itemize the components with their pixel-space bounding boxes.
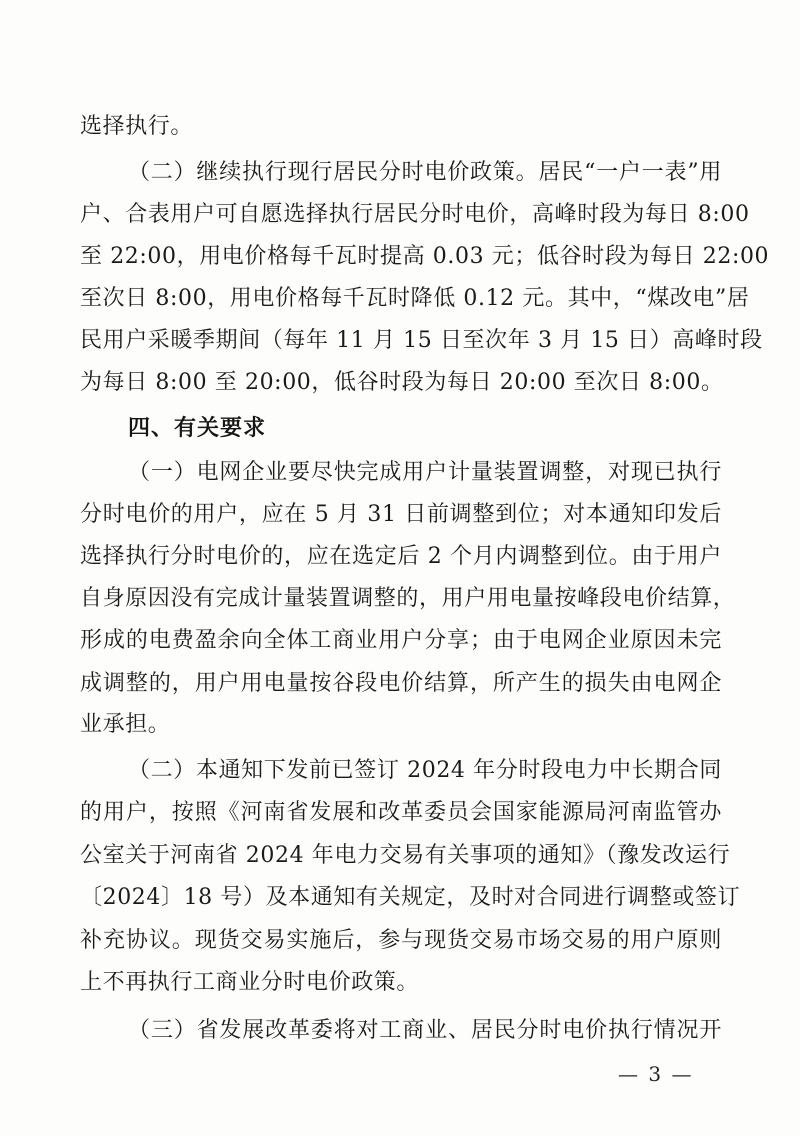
section-heading: 四、有关要求 <box>128 416 267 441</box>
text-line: 民用户采暖季期间（每年 11 月 15 日至次年 3 月 15 日）高峰时段 <box>80 328 763 353</box>
text-line: 至 22:00，用电价格每千瓦时提高 0.03 元；低谷时段为每日 22:00 <box>80 244 770 269</box>
text-line: 公室关于河南省 2024 年电力交易有关事项的通知》（豫发改运行 <box>80 843 731 868</box>
text-line: 成调整的，用户用电量按谷段电价结算，所产生的损失由电网企 <box>80 671 722 696</box>
text-line: 户、合表用户可自愿选择执行居民分时电价，高峰时段为每日 8:00 <box>80 202 750 227</box>
text-line: 为每日 8:00 至 20:00，低谷时段为每日 20:00 至次日 8:00。 <box>80 370 724 395</box>
paragraph-residential-tou-start: （二）继续执行现行居民分时电价政策。居民“一户一表”用 <box>128 160 722 185</box>
text-line: 形成的电费盈余向全体工商业用户分享；由于电网企业原因未完 <box>80 628 722 653</box>
text-line: 选择执行。 <box>80 114 194 139</box>
paragraph-grid-adjustment-start: （一）电网企业要尽快完成用户计量装置调整，对现已执行 <box>128 460 722 485</box>
page-number: — 3 — <box>618 1062 694 1086</box>
text-line: 补充协议。现货交易实施后，参与现货交易市场交易的用户原则 <box>80 928 722 953</box>
text-line: 选择执行分时电价的，应在选定后 2 个月内调整到位。由于用户 <box>80 544 722 569</box>
text-line: 分时电价的用户，应在 5 月 31 日前调整到位；对本通知印发后 <box>80 502 722 527</box>
text-line: 自身原因没有完成计量装置调整的，用户用电量按峰段电价结算， <box>80 586 736 611</box>
paragraph-contract-adjustment-start: （二）本通知下发前已签订 2024 年分时段电力中长期合同 <box>128 758 722 783</box>
text-line: 〔2024〕18 号）及本通知有关规定，及时对合同进行调整或签订 <box>80 885 741 910</box>
text-line: 至次日 8:00，用电价格每千瓦时降低 0.12 元。其中，“煤改电”居 <box>80 286 750 311</box>
text-line: 的用户，按照《河南省发展和改革委员会国家能源局河南监管办 <box>80 800 722 825</box>
paragraph-supervision-start: （三）省发展改革委将对工商业、居民分时电价执行情况开 <box>128 1018 722 1043</box>
text-line: 上不再执行工商业分时电价政策。 <box>80 970 420 995</box>
text-line: 业承担。 <box>80 712 171 737</box>
